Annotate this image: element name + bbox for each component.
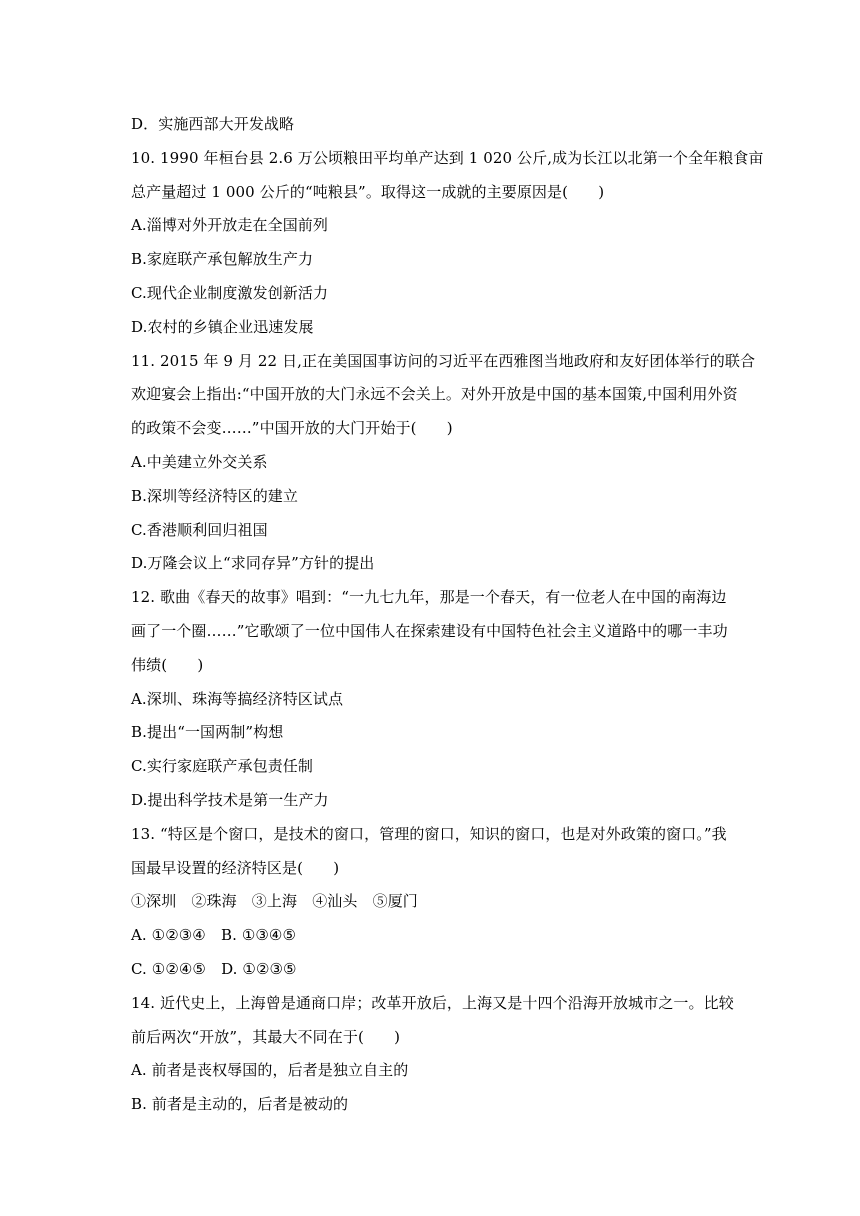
question-13 xyxy=(131,818,731,987)
question-11 xyxy=(131,345,756,582)
q12-stem-line-2: 画了一个圈……”它歌颂了一位中国伟人在探索建设有中国特色社会主义道路中的哪一丰功 xyxy=(131,621,728,640)
q14-stem-line-2: 前后两次“开放”，其最大不同在于( ) xyxy=(131,1027,401,1046)
q11-option-c: C.香港顺利回归祖国 xyxy=(131,520,268,539)
q10-option-b: B.家庭联产承包解放生产力 xyxy=(131,250,314,269)
q14-option-a: A. 前者是丧权辱国的，后者是独立自主的 xyxy=(131,1061,409,1080)
q14-option-b: B. 前者是主动的，后者是被动的 xyxy=(131,1095,349,1114)
q10-stem-line-2: 总产量超过 1 000 公斤的“吨粮县”。取得这一成就的主要原因是( ) xyxy=(131,182,605,201)
q10-stem-line-1: 10. 1990 年桓台县 2.6 万公顷粮田平均单产达到 1 020 公斤,成为长江以北第一个全年粮食亩 xyxy=(131,148,764,167)
q11-option-b: B.深圳等经济特区的建立 xyxy=(131,486,298,505)
q10-option-c: C.现代企业制度激发创新活力 xyxy=(131,283,329,302)
q10-option-a: A.淄博对外开放走在全国前列 xyxy=(131,216,329,235)
q11-stem-line-3: 的政策不会变……”中国开放的大门开始于( ) xyxy=(131,419,453,438)
q12-option-d: D.提出科学技术是第一生产力 xyxy=(131,790,329,809)
q13-options-line-2: C. ①②④⑤ D. ①②③⑤ xyxy=(131,959,297,978)
q12-option-b: B.提出“一国两制”构想 xyxy=(131,723,284,742)
q13-stem-line-1: 13. “特区是个窗口，是技术的窗口，管理的窗口，知识的窗口，也是对外政策的窗口。”我 xyxy=(131,824,727,843)
q12-stem-line-1: 12. 歌曲《春天的故事》唱到：“一九七九年，那是一个春天，有一位老人在中国的南海边 xyxy=(131,588,727,607)
q13-options-line-1: A. ①②③④ B. ①③④⑤ xyxy=(131,926,297,945)
q11-stem-line-2: 欢迎宴会上指出:“中国开放的大门永远不会关上。对外开放是中国的基本国策,中国利用外资 xyxy=(131,385,738,404)
q14-stem-line-1: 14. 近代史上，上海曾是通商口岸；改革开放后，上海又是十四个沿海开放城市之一。比较 xyxy=(131,993,734,1012)
exam-page xyxy=(131,108,764,1122)
q12-option-a: A.深圳、珠海等搞经济特区试点 xyxy=(131,689,344,708)
q12-option-c: C.实行家庭联产承包责任制 xyxy=(131,757,314,776)
q13-stem-line-2: 国最早设置的经济特区是( ) xyxy=(131,858,340,877)
q11-option-a: A.中美建立外交关系 xyxy=(131,452,268,471)
q10-option-d: D.农村的乡镇企业迅速发展 xyxy=(131,317,314,336)
q9-option-d: D．实施西部大开发战略 xyxy=(131,115,295,133)
question-10 xyxy=(131,142,764,345)
q11-stem-line-1: 11. 2015 年 9 月 22 日,正在美国国事访问的习近平在西雅图当地政府和友好团体举行的联合 xyxy=(131,351,756,370)
q13-items: ①深圳 ②珠海 ③上海 ④汕头 ⑤厦门 xyxy=(131,892,418,911)
question-14 xyxy=(131,987,734,1122)
q12-stem-line-3: 伟绩( ) xyxy=(131,655,204,674)
question-12 xyxy=(131,581,731,818)
q11-option-d: D.万隆会议上“求同存异”方针的提出 xyxy=(131,554,375,573)
